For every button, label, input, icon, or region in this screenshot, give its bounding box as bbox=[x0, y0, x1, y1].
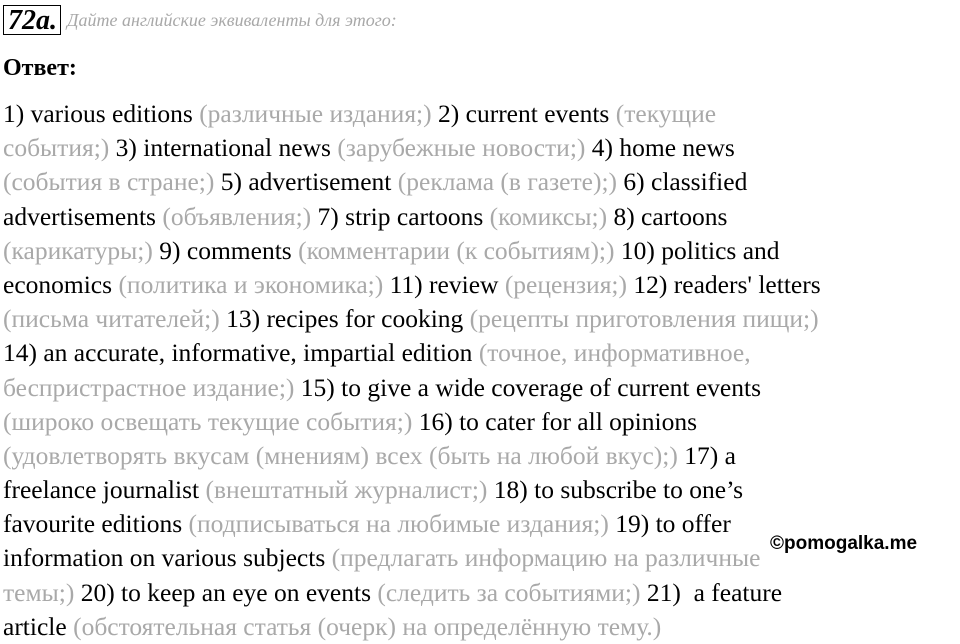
english-term: 9) comments bbox=[152, 235, 299, 265]
text-line bbox=[3, 576, 958, 610]
text-line bbox=[3, 336, 958, 370]
russian-translation: (рецепты приготовления пищи;) bbox=[469, 304, 819, 334]
answer-heading: Ответ: bbox=[3, 55, 77, 81]
english-term: article bbox=[3, 611, 74, 641]
russian-translation: (удовлетворять вкусам (мнениям) всех (быть на любой вкус);) bbox=[3, 440, 678, 470]
text-line bbox=[3, 371, 958, 405]
russian-translation: (широко освещать текущие события;) bbox=[3, 406, 413, 436]
english-term: 10) politics and bbox=[614, 235, 780, 265]
text-line bbox=[3, 234, 958, 268]
english-term: 5) advertisement bbox=[214, 167, 398, 197]
watermark: ©pomogalka.me bbox=[770, 533, 918, 554]
english-term: 6) classified bbox=[617, 167, 748, 197]
text-line bbox=[3, 439, 958, 473]
russian-translation: (комментарии (к событиям);) bbox=[298, 235, 615, 265]
russian-translation: (политика и экономика;) bbox=[118, 269, 384, 299]
english-term: 11) review bbox=[383, 269, 505, 299]
english-term: 14) an accurate, informative, impartial edition bbox=[3, 338, 479, 368]
text-line bbox=[3, 268, 958, 302]
russian-translation: (карикатуры;) bbox=[3, 235, 153, 265]
task-header bbox=[3, 3, 397, 37]
text-line bbox=[3, 610, 958, 644]
english-term: 13) recipes for cooking bbox=[219, 304, 470, 334]
english-term: 8) cartoons bbox=[607, 201, 728, 231]
russian-translation: (подписываться на любимые издания;) bbox=[188, 509, 609, 539]
russian-translation: (различные издания;) bbox=[199, 99, 432, 128]
english-term: 7) strip cartoons bbox=[311, 201, 490, 231]
text-line bbox=[3, 131, 958, 165]
russian-translation: (объявления;) bbox=[162, 201, 312, 231]
text-line bbox=[3, 405, 958, 439]
english-term: 12) readers' letters bbox=[627, 269, 821, 299]
russian-translation: (предлагать информацию на различные bbox=[331, 543, 761, 573]
english-term: 17) a bbox=[677, 440, 736, 470]
english-term: 1) various editions bbox=[3, 99, 200, 128]
english-term: freelance journalist bbox=[3, 475, 206, 505]
russian-translation: (обстоятельная статья (очерк) на определённую тему.) bbox=[73, 611, 662, 641]
english-term: information on various subjects bbox=[3, 543, 332, 573]
text-line bbox=[3, 97, 958, 131]
english-term: advertisements bbox=[3, 201, 163, 231]
english-term: 16) to cater for all opinions bbox=[412, 406, 698, 436]
russian-translation: (комиксы;) bbox=[489, 201, 608, 231]
russian-translation: беспристрастное издание;) bbox=[3, 372, 295, 402]
russian-translation: темы;) bbox=[3, 577, 75, 607]
task-number: 72a. bbox=[3, 5, 61, 35]
russian-translation: (точное, информативное, bbox=[478, 338, 751, 368]
task-instruction: Дайте английские эквиваленты для этого: bbox=[67, 9, 397, 30]
russian-translation: (текущие bbox=[615, 99, 717, 128]
english-term: 3) international news bbox=[109, 133, 338, 163]
russian-translation: (внештатный журналист;) bbox=[205, 475, 488, 505]
english-term: 19) to offer bbox=[608, 509, 731, 539]
text-line bbox=[3, 165, 958, 199]
russian-translation: (события в стране;) bbox=[3, 167, 215, 197]
text-line bbox=[3, 200, 958, 234]
english-term: 21) a feature bbox=[640, 577, 783, 607]
russian-translation: события;) bbox=[3, 133, 110, 163]
english-term: 20) to keep an eye on events bbox=[74, 577, 378, 607]
english-term: 4) home news bbox=[585, 133, 735, 163]
text-line bbox=[3, 302, 958, 336]
russian-translation: (следить за событиями;) bbox=[377, 577, 641, 607]
russian-translation: (письма читателей;) bbox=[3, 304, 220, 334]
russian-translation: (зарубежные новости;) bbox=[337, 133, 586, 163]
text-line bbox=[3, 473, 958, 507]
english-term: favourite editions bbox=[3, 509, 189, 539]
english-term: 15) to give a wide coverage of current events bbox=[294, 372, 762, 402]
russian-translation: (рецензия;) bbox=[504, 269, 628, 299]
russian-translation: (реклама (в газете);) bbox=[397, 167, 618, 197]
english-term: 18) to subscribe to one’s bbox=[487, 475, 744, 505]
answer-text bbox=[3, 97, 958, 644]
english-term: 2) current events bbox=[431, 99, 616, 128]
english-term: economics bbox=[3, 269, 119, 299]
